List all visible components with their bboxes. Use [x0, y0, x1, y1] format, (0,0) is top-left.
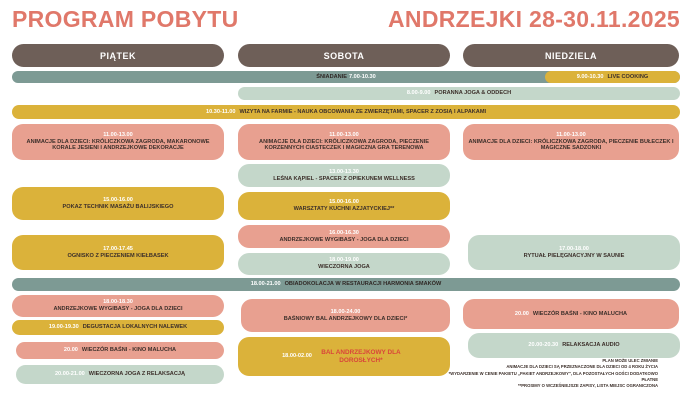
event-label: POKAZ TECHNIK MASAŻU BALIJSKIEGO	[62, 203, 174, 210]
event-evening-yoga-relaxation	[16, 365, 224, 384]
event-kids-ball	[241, 299, 450, 332]
event-label: DEGUSTACJA LOKALNYCH NALEWEK	[82, 324, 188, 330]
event-label: RYTUAŁ PIELĘGNACYJNY W SAUNIE	[523, 252, 625, 259]
event-time: 8.00-9.00	[406, 90, 431, 96]
event-label: PORANNA JOGA & ODDECH	[434, 90, 512, 96]
event-sunday-fairytale-evening	[463, 299, 679, 329]
event-label: WIECZÓR BAŚNI - KINO MALUCHA	[81, 347, 177, 353]
page-title: PROGRAM POBYTU	[12, 6, 239, 32]
event-label: WIZYTA NA FARMIE - NAUKA OBCOWANIA ZE ZWIERZĘTAMI, SPACER Z ZOSIĄ I ALPAKAMI	[239, 108, 487, 115]
event-bonfire	[12, 235, 224, 270]
event-label: ANIMACJE DLA DZIECI: KRÓLICZKOWA ZAGRODA, PIECZENIE BUŁECZEK I MAGICZNE SADZONKI	[468, 138, 674, 152]
event-time: 18.00-24.00	[330, 308, 361, 315]
event-label: WIECZÓR BAŚNI - KINO MALUCHA	[532, 310, 628, 317]
note-line: PŁATNE	[641, 376, 658, 382]
event-time: 13.00-13.30	[329, 168, 359, 175]
event-label: WIECZORNA JOGA Z RELAKSACJĄ	[88, 371, 186, 377]
footnotes	[449, 358, 658, 389]
event-time: 11.00-13.00	[103, 131, 133, 138]
event-label: ANIMACJE DLA DZIECI: KRÓLICZKOWA ZAGRODA, MAKARONOWE KORALE JESIENI I ANDRZEJKOWE DEKORACJE	[26, 138, 210, 152]
event-asian-cuisine-workshop	[238, 192, 450, 220]
note-line: PLAN MOŻE ULEC ZMIANIE	[602, 358, 658, 363]
event-friday-kids-yoga	[12, 295, 224, 317]
day-header-friday: PIĄTEK	[12, 44, 224, 67]
event-time: 18.00-02.00	[282, 353, 312, 359]
event-time: 20.00-20.30	[528, 342, 559, 348]
event-saturday-kids-yoga	[238, 225, 450, 248]
event-live-cooking	[545, 71, 680, 83]
event-time: 15.00-16.00	[329, 199, 359, 206]
event-time: 11.00-13.00	[556, 131, 586, 138]
event-time: 18.00-18.30	[103, 299, 133, 306]
day-header-sunday: NIEDZIELA	[463, 44, 679, 67]
event-time: 17.00-18.00	[559, 245, 589, 252]
event-time: 20.00-21.00	[54, 371, 85, 377]
event-saturday-kids-animations	[238, 124, 450, 160]
event-label: ANDRZEJKOWE WYGIBASY - JOGA DLA DZIECI	[53, 306, 183, 312]
event-time: 9.00-10.30	[576, 73, 604, 80]
event-time: 15.00-16.00	[103, 196, 133, 203]
event-time: 18.00-21.00	[250, 281, 281, 287]
event-time: 20.00	[63, 347, 78, 353]
event-friday-fairytale-evening	[16, 342, 224, 359]
event-label: ŚNIADANIE	[316, 73, 348, 80]
day-header-saturday: SOBOTA	[238, 44, 450, 67]
event-morning-yoga	[238, 87, 680, 100]
event-label: LIVE COOKING	[607, 73, 649, 80]
event-time: 10.30-11.00	[205, 108, 236, 115]
event-label: OBIADOKOLACJA W RESTAURACJI HARMONIA SMAKÓW	[284, 281, 442, 287]
note-line: **PROSIMY O WCZEŚNIEJSZE ZAPISY, LISTA MIEJSC OGRANICZONA	[518, 383, 658, 389]
event-sunday-kids-animations	[463, 124, 679, 160]
event-forest-bath	[238, 164, 450, 187]
event-time: 20.00	[514, 310, 529, 317]
event-dates-title: ANDRZEJKI 28-30.11.2025	[388, 6, 680, 32]
event-label: RELAKSACJA AUDIO	[562, 342, 620, 348]
event-label: ANDRZEJKOWE WYGIBASY - JOGA DLA DZIECI	[279, 236, 409, 243]
event-label: BAŚNIOWY BAL ANDRZEJKOWY DLA DZIECI*	[283, 315, 408, 322]
event-time: 11.00-13.00	[329, 131, 359, 138]
event-farm-visit	[12, 105, 680, 119]
event-dinner	[12, 278, 680, 291]
event-evening-yoga	[238, 253, 450, 275]
event-time: 18.00-19.00	[329, 257, 359, 264]
event-label: WIECZORNA JOGA	[318, 264, 370, 270]
event-sauna-ritual	[468, 235, 680, 270]
event-audio-relaxation	[468, 333, 680, 358]
event-time: 19.00-19.30	[48, 324, 79, 330]
event-time: 17.00-17.45	[103, 245, 133, 252]
event-friday-kids-animations	[12, 124, 224, 160]
event-label: ANIMACJE DLA DZIECI: KRÓLICZKOWA ZAGRODA, PIECZENIE KORZENNYCH CIASTECZEK I MAGICZNA GRA TERENOWA	[259, 138, 429, 152]
event-label: WARSZTATY KUCHNI AZJATYCKIEJ**	[293, 206, 395, 212]
event-label: BAL ANDRZEJKOWY DLA DOROSŁYCH*	[321, 348, 401, 364]
event-time: 7.00-10.30	[349, 73, 376, 80]
note-line: ANIMACJE DLA DZIECI SĄ PRZEZNACZONE DLA DZIECI OD 4 ROKU ŻYCIA	[506, 364, 658, 370]
event-time: 16.00-16.30	[329, 229, 359, 236]
note-line: *WYDARZENIE W CENIE PAKIETU „PAKIET ANDRZEJKOWY", DLA POZOSTAŁYCH GOŚCI DODATKOWO	[448, 370, 658, 376]
event-tincture-tasting	[12, 320, 224, 335]
event-label: OGNISKO Z PIECZENIEM KIEŁBASEK	[67, 252, 169, 259]
event-label: LEŚNA KĄPIEL - SPACER Z OPIEKUNEM WELLNESS	[273, 175, 415, 182]
event-massage-show	[12, 187, 224, 220]
event-adults-ball	[238, 337, 450, 376]
